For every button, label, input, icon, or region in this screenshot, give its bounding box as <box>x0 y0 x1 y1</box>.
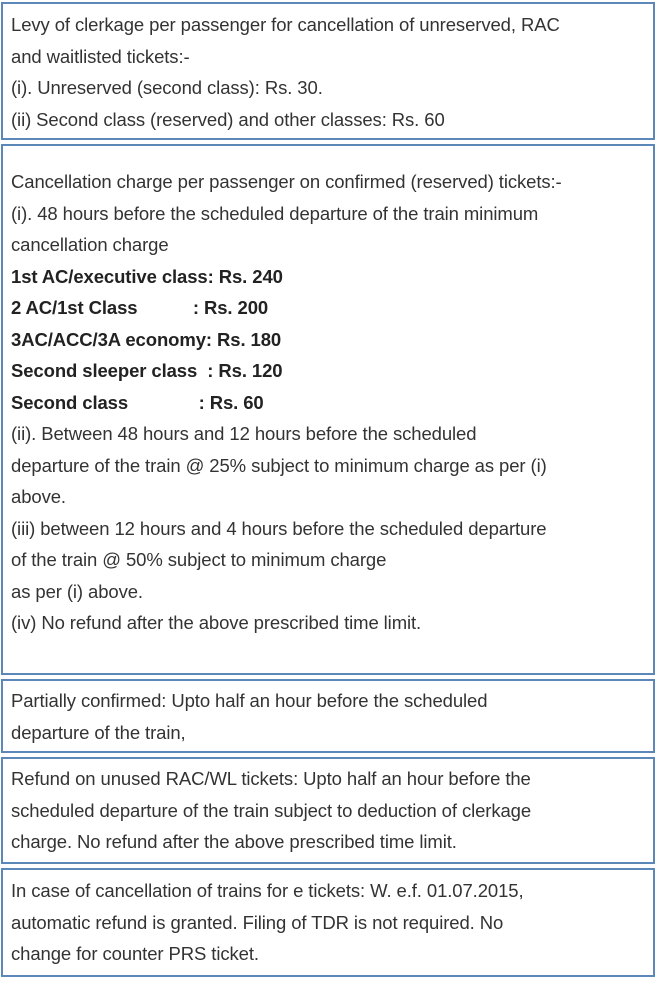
confirmed-rule-line: above. <box>11 486 66 507</box>
charge-row: Second sleeper class : Rs. 120 <box>11 360 283 381</box>
confirmed-rule-line: as per (i) above. <box>11 580 143 602</box>
clerkage-line: Levy of clerkage per passenger for cancellation of unreserved, RAC <box>11 14 560 35</box>
partially-confirmed-section <box>1 679 655 753</box>
rac-wl-line: scheduled departure of the train subject to deduction of clerkage <box>11 799 532 821</box>
rac-wl-line: Refund on unused RAC/WL tickets: Upto half an hour before the <box>11 768 531 789</box>
confirmed-intro-line: cancellation charge <box>11 234 169 255</box>
charge-row: 2 AC/1st Class : Rs. 200 <box>11 297 269 318</box>
train-cancellation-line: automatic refund is granted. Filing of TDR is not required. No <box>11 911 504 933</box>
confirmed-rule-line: (iv) No refund after the above prescribed time limit. <box>11 612 422 633</box>
train-cancellation-line: In case of cancellation of trains for e tickets: W. e.f. 01.07.2015, <box>11 880 524 901</box>
confirmed-intro-line: Cancellation charge per passenger on confirmed (reserved) tickets:- <box>11 171 562 192</box>
confirmed-ticket-charges-section <box>1 144 655 675</box>
clerkage-levy-section <box>1 2 655 140</box>
partially-confirmed-line: Partially confirmed: Upto half an hour before the scheduled <box>11 690 488 711</box>
charge-row: 3AC/ACC/3A economy: Rs. 180 <box>11 328 282 350</box>
charge-row: 1st AC/executive class: Rs. 240 <box>11 265 283 287</box>
charge-row: Second class : Rs. 60 <box>11 391 264 413</box>
confirmed-rule-line: of the train @ 50% subject to minimum charge <box>11 549 387 570</box>
confirmed-rule-line: (ii). Between 48 hours and 12 hours before the scheduled <box>11 423 477 444</box>
confirmed-rule-line: (iii) between 12 hours and 4 hours before the scheduled departure <box>11 517 547 539</box>
partially-confirmed-line: departure of the train, <box>11 721 186 743</box>
rac-wl-refund-section <box>1 757 655 864</box>
clerkage-line: (ii) Second class (reserved) and other classes: Rs. 60 <box>11 108 445 130</box>
train-cancellation-line: change for counter PRS ticket. <box>11 943 259 964</box>
clerkage-line: and waitlisted tickets:- <box>11 45 190 67</box>
clerkage-line: (i). Unreserved (second class): Rs. 30. <box>11 77 323 98</box>
train-cancellation-section <box>1 868 655 977</box>
confirmed-intro-line: (i). 48 hours before the scheduled departure of the train minimum <box>11 202 539 224</box>
confirmed-rule-line: departure of the train @ 25% subject to minimum charge as per (i) <box>11 454 547 476</box>
rac-wl-line: charge. No refund after the above prescribed time limit. <box>11 831 457 852</box>
